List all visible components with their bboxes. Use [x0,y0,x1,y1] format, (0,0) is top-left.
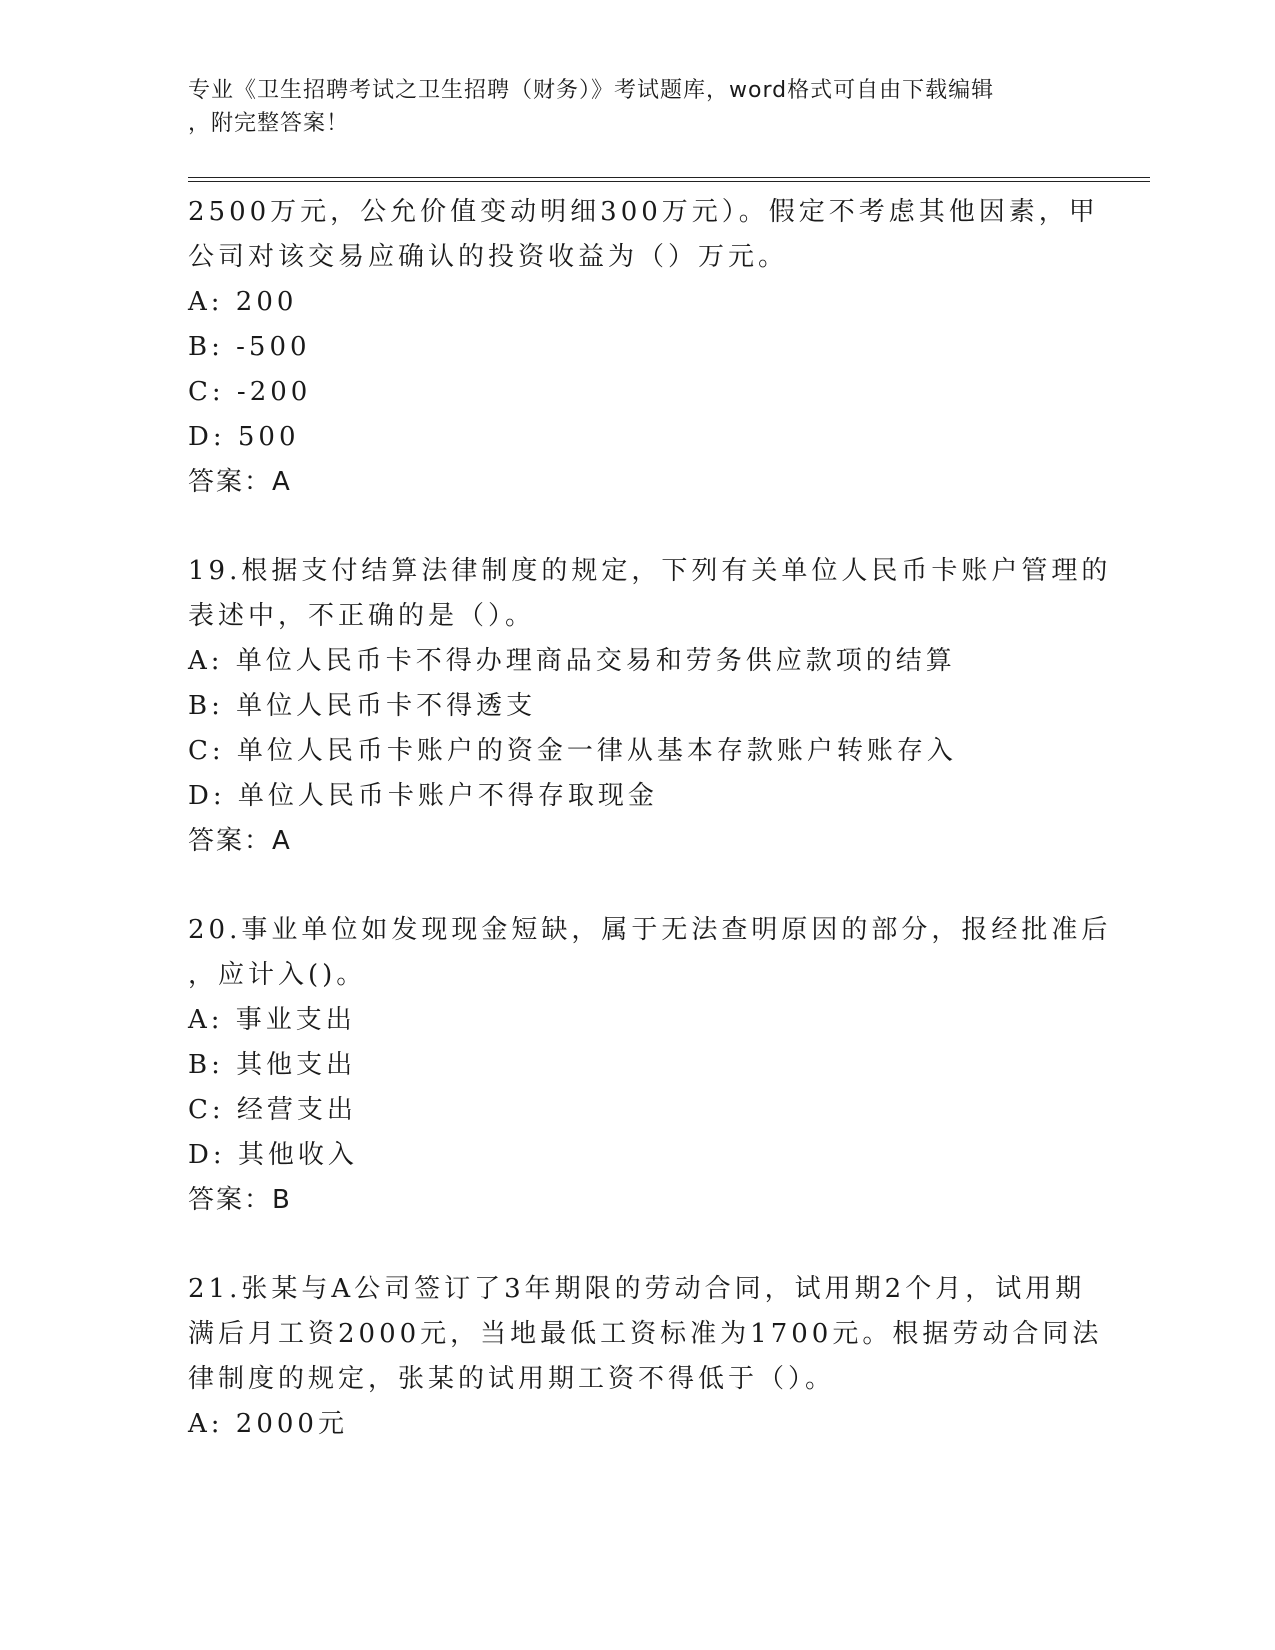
question-20 [188,908,1148,1222]
question-stem-line: 20.事业单位如发现现金短缺，属于无法查明原因的部分，报经批准后 [188,915,1112,945]
option-a: A: 2000元 [188,1409,348,1439]
question-18 [188,190,1148,504]
question-list [188,190,1148,1447]
option-b: B: -500 [188,332,311,362]
option-c: C: 单位人民币卡账户的资金一律从基本存款账户转账存入 [188,736,957,766]
header-line-1: 专业《卫生招聘考试之卫生招聘（财务）》考试题库，word格式可自由下载编辑 [188,78,995,103]
question-stem-line: 2500万元，公允价值变动明细300万元）。假定不考虑其他因素，甲 [188,197,1099,227]
option-d: D: 500 [188,422,300,452]
answer-label: 答案：B [188,1185,292,1215]
question-19 [188,549,1148,863]
option-a: A: 事业支出 [188,1005,356,1035]
option-d: D: 其他收入 [188,1140,358,1170]
answer-label: 答案：A [188,467,292,497]
question-21 [188,1267,1148,1447]
header-divider [188,177,1150,182]
option-b: B: 单位人民币卡不得透支 [188,691,537,721]
option-a: A: 200 [188,287,298,317]
option-d: D: 单位人民币卡账户不得存取现金 [188,781,658,811]
question-stem-line: 公司对该交易应确认的投资收益为（）万元。 [188,242,789,272]
answer-label: 答案：A [188,826,292,856]
question-stem-line: 表述中，不正确的是（）。 [188,601,536,631]
question-stem-line: 19.根据支付结算法律制度的规定，下列有关单位人民币卡账户管理的 [188,556,1112,586]
question-stem-line: 满后月工资2000元，当地最低工资标准为1700元。根据劳动合同法 [188,1319,1103,1349]
option-c: C: -200 [188,377,312,407]
option-b: B: 其他支出 [188,1050,357,1080]
question-stem-line: 21.张某与A公司签订了3年期限的劳动合同，试用期2个月，试用期 [188,1274,1086,1304]
question-stem-line: 律制度的规定，张某的试用期工资不得低于（）。 [188,1364,836,1394]
document-header [188,74,1068,140]
header-line-2: ，附完整答案！ [188,111,350,136]
option-c: C: 经营支出 [188,1095,357,1125]
question-stem-line: ，应计入()。 [188,960,367,990]
option-a: A: 单位人民币卡不得办理商品交易和劳务供应款项的结算 [188,646,956,676]
